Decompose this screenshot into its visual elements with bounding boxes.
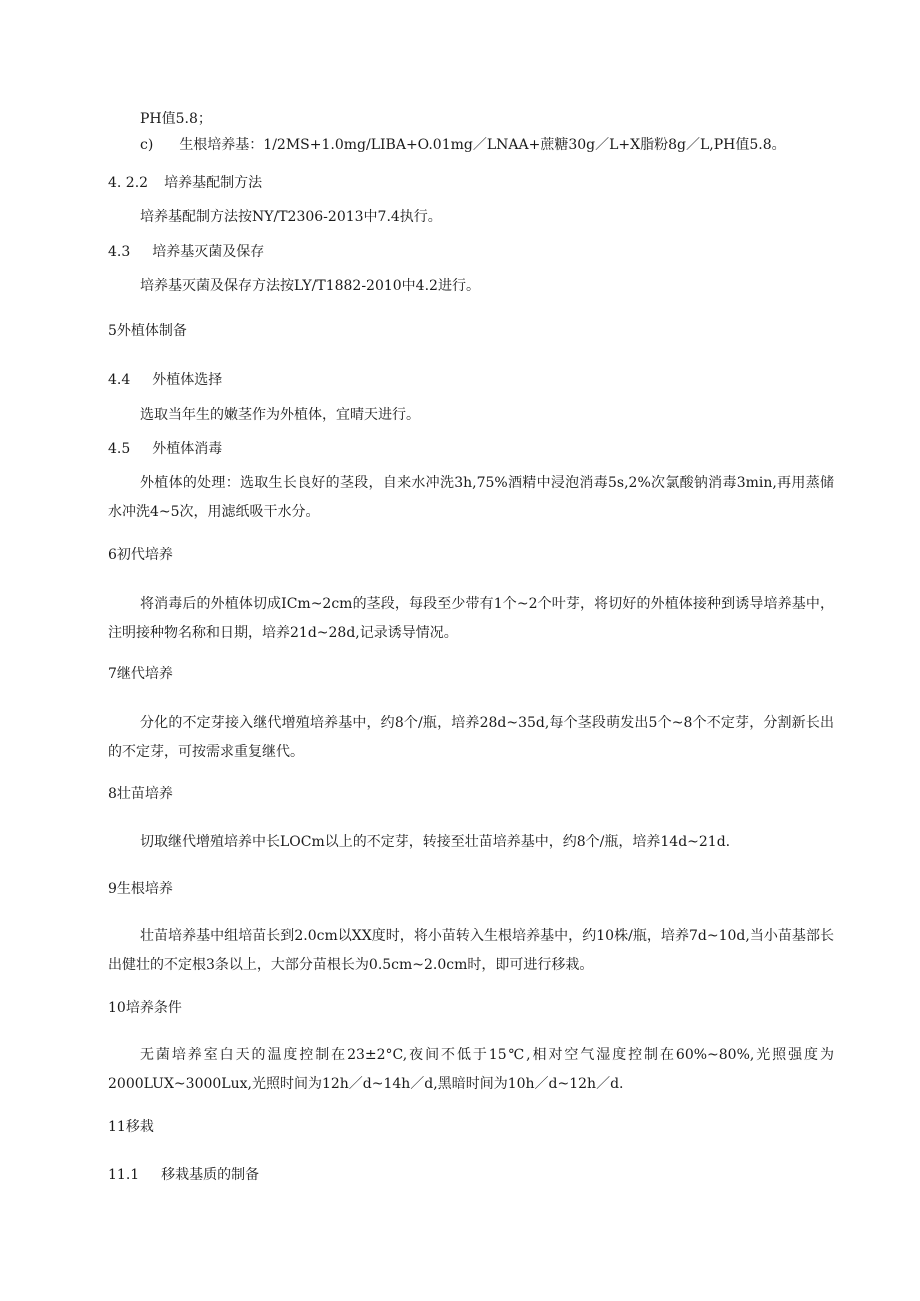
chapter-body-7: 分化的不定芽接入继代增殖培养基中，约8个/瓶，培养28d~35d,每个茎段萌发出5个~8个不定芽，分割新长出的不定芽，可按需求重复继代。 — [108, 715, 834, 760]
section-heading-4-5 — [108, 440, 222, 458]
section-body-4-5: 外植体的处理：选取生长良好的茎段，自来水冲洗3h,75%酒精中浸泡消毒5s,2%次氯酸钠消毒3min,再用蒸储水冲洗4~5次，用滤纸吸干水分。 — [108, 475, 834, 520]
section-title: 培养基灭菌及保存 — [152, 244, 265, 260]
section-body-4-2-2: 培养基配制方法按NY/T2306-2013中7.4执行。 — [140, 209, 442, 225]
chapter-body-8: 切取继代增殖培养中长LOCm以上的不定芽，转接至壮苗培养基中，约8个/瓶，培养14d~21d. — [140, 834, 731, 850]
section-heading-4-2-2 — [108, 174, 262, 192]
section-number: 11.1 — [108, 1167, 140, 1183]
section-body-4-4: 选取当年生的嫩茎作为外植体，宜晴天进行。 — [140, 407, 420, 423]
chapter-heading-6: 6初代培养 — [108, 547, 173, 563]
section-title: 移栽基质的制备 — [161, 1167, 260, 1183]
list-item-c-text: 生根培养基：1/2MS+1.0mg/LIBA+O.01mg／LNAA+蔗糖30g／L+X脂粉8g／L,PH值5.8。 — [179, 137, 786, 153]
ph-value-continuation: PH值5.8； — [140, 111, 212, 127]
chapter-heading-9: 9生根培养 — [108, 881, 173, 897]
section-number: 4. 2.2 — [108, 175, 149, 191]
section-heading-11-1 — [108, 1166, 259, 1184]
list-item-c-label: c) — [140, 137, 154, 153]
section-title: 外植体消毒 — [152, 441, 223, 457]
chapter-body-6: 将消毒后的外植体切成ICm~2cm的茎段，每段至少带有1个~2个叶芽，将切好的外植体接种到诱导培养基中，注明接种物名称和日期，培养21d~28d,记录诱导情况。 — [108, 596, 834, 641]
list-item-c — [140, 136, 786, 154]
chapter-heading-10: 10培养条件 — [108, 1000, 182, 1016]
section-body-4-3: 培养基灭菌及保存方法按LY/T1882-2010中4.2进行。 — [140, 278, 480, 294]
chapter-heading-11: 11移栽 — [108, 1119, 154, 1135]
chapter-heading-8: 8壮苗培养 — [108, 786, 173, 802]
chapter-body-9: 壮苗培养基中组培苗长到2.0cm以XX度时，将小苗转入生根培养基中，约10株/瓶，培养7d~10d,当小苗基部长出健壮的不定根3条以上，大部分苗根长为0.5cm~2.0cm时，即可进行移栽。 — [108, 928, 834, 973]
section-number: 4.4 — [108, 372, 131, 388]
chapter-heading-5: 5外植体制备 — [108, 323, 187, 339]
section-number: 4.5 — [108, 441, 131, 457]
section-heading-4-3 — [108, 243, 264, 261]
section-number: 4.3 — [108, 244, 131, 260]
chapter-body-10: 无菌培养室白天的温度控制在23±2°C,夜间不低于15℃,相对空气湿度控制在60%~80%,光照强度为2000LUX~3000Lux,光照时间为12h／d~14h／d,黑暗时间为10h／d~12h／d. — [108, 1047, 834, 1092]
section-title: 外植体选择 — [152, 372, 223, 388]
section-heading-4-4 — [108, 371, 222, 389]
section-title: 培养基配制方法 — [164, 175, 263, 191]
chapter-heading-7: 7继代培养 — [108, 666, 173, 682]
